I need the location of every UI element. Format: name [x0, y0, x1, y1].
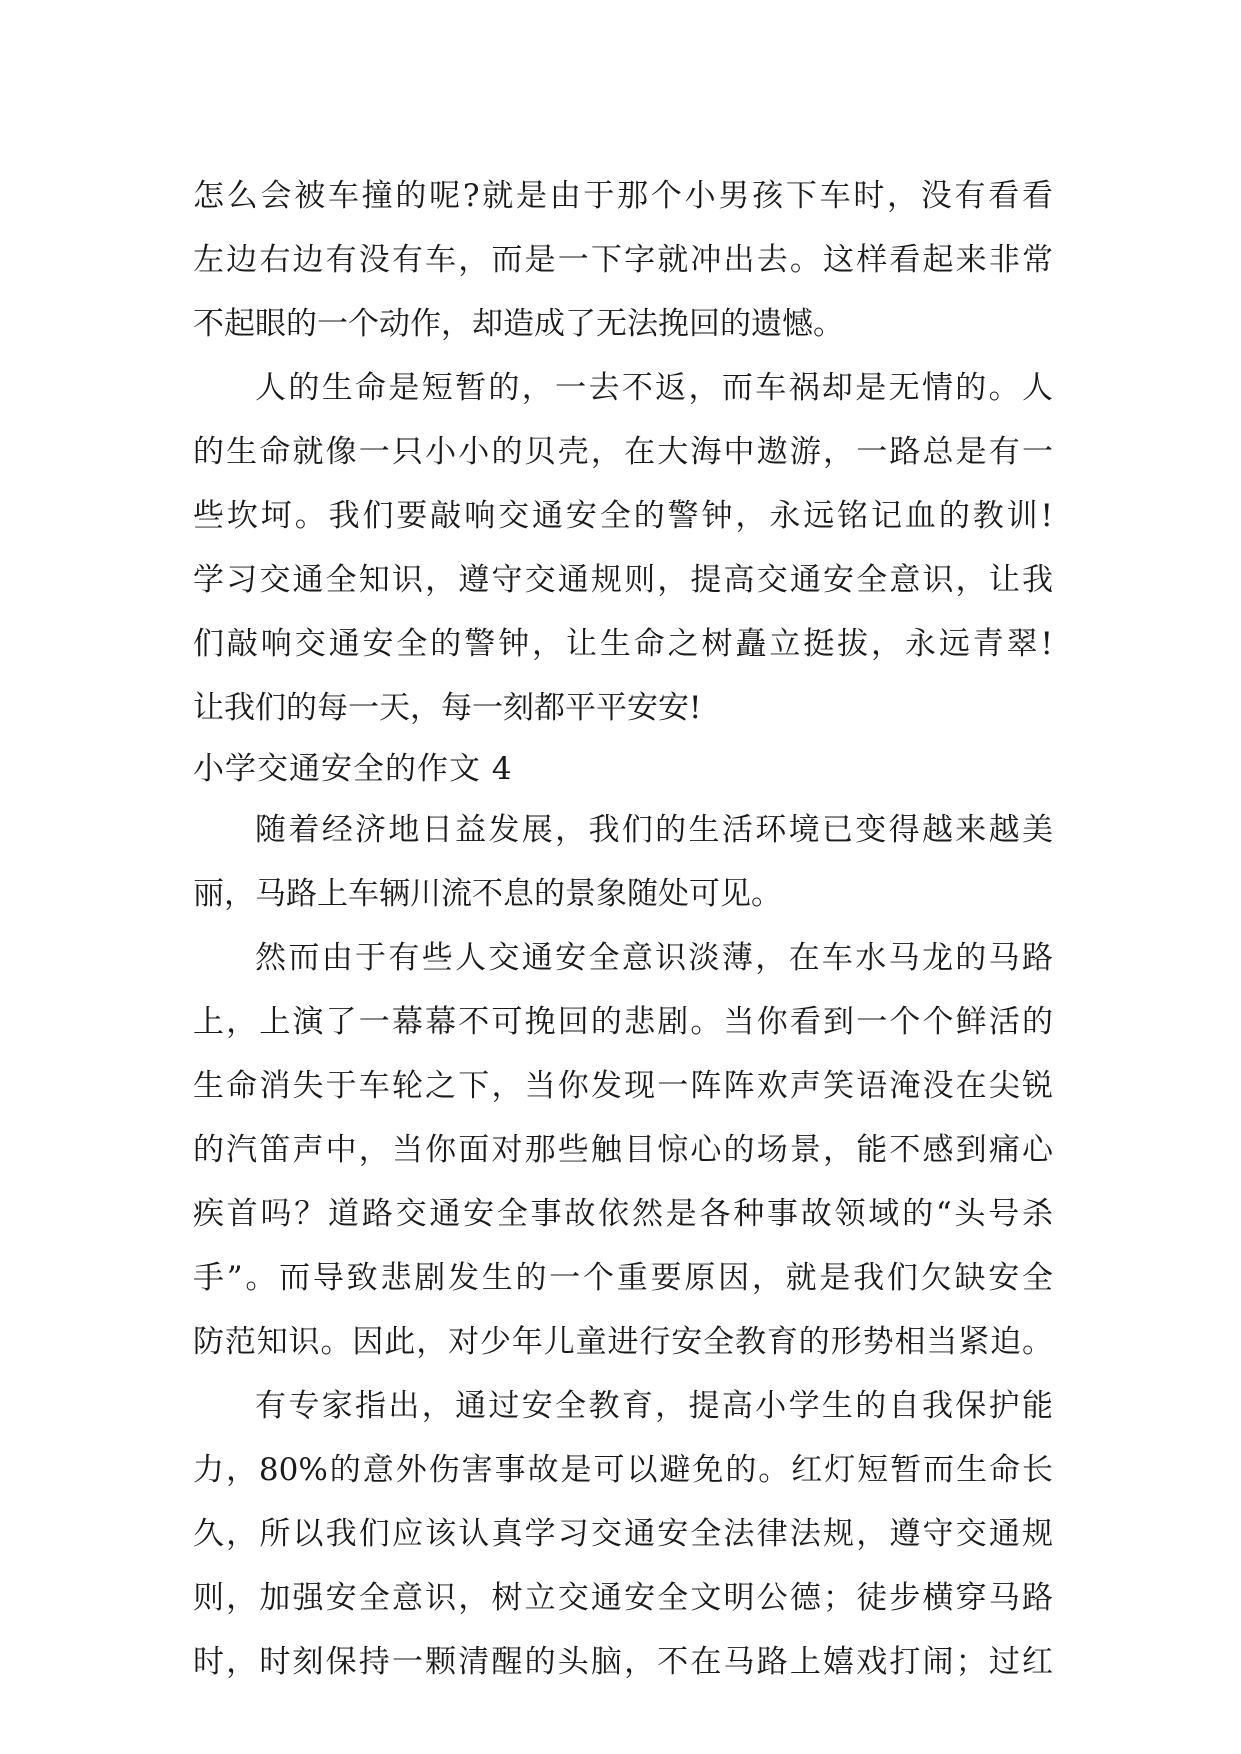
text-line: 则，加强安全意识，树立交通安全文明公德；徒步横穿马路 — [193, 1580, 1053, 1616]
text-line: 久，所以我们应该认真学习交通安全法律法规，遵守交通规 — [193, 1516, 1053, 1552]
text-line: 随着经济地日益发展，我们的生活环境已变得越来越美 — [255, 812, 1053, 848]
text-line: 手”。而导致悲剧发生的一个重要原因，就是我们欠缺安全 — [193, 1260, 1053, 1296]
text-line: 人的生命是短暂的，一去不返，而车祸却是无情的。人 — [255, 370, 1053, 406]
text-line: 的汽笛声中，当你面对那些触目惊心的场景，能不感到痛心 — [193, 1132, 1053, 1168]
document-body — [193, 164, 1053, 1694]
text-line: 防范知识。因此，对少年儿童进行安全教育的形势相当紧迫。 — [193, 1324, 1053, 1360]
text-line: 时，时刻保持一颗清醒的头脑，不在马路上嬉戏打闹；过红 — [193, 1644, 1053, 1680]
text-line: 让我们的每一天，每一刻都平平安安! — [193, 690, 702, 726]
section-heading: 小学交通安全的作文 4 — [193, 751, 513, 787]
text-line: 的生命就像一只小小的贝壳，在大海中遨游，一路总是有一 — [193, 434, 1053, 470]
text-line: 丽，马路上车辆川流不息的景象随处可见。 — [193, 876, 782, 912]
text-line: 有专家指出，通过安全教育，提高小学生的自我保护能 — [255, 1388, 1053, 1424]
text-line: 疾首吗？道路交通安全事故依然是各种事故领域的“头号杀 — [193, 1196, 1053, 1232]
text-line: 上，上演了一幕幕不可挽回的悲剧。当你看到一个个鲜活的 — [193, 1004, 1053, 1040]
text-line: 学习交通全知识，遵守交通规则，提高交通安全意识，让我 — [193, 562, 1053, 598]
text-line: 不起眼的一个动作，却造成了无法挽回的遗憾。 — [193, 306, 844, 342]
text-line: 怎么会被车撞的呢?就是由于那个小男孩下车时，没有看看 — [193, 178, 1053, 214]
text-line: 左边右边有没有车，而是一下字就冲出去。这样看起来非常 — [193, 242, 1053, 278]
text-line: 然而由于有些人交通安全意识淡薄，在车水马龙的马路 — [255, 940, 1053, 976]
text-line: 力，80%的意外伤害事故是可以避免的。红灯短暂而生命长 — [193, 1452, 1053, 1488]
text-line: 们敲响交通安全的警钟，让生命之树矗立挺拔，永远青翠! — [193, 626, 1053, 662]
text-line: 些坎坷。我们要敲响交通安全的警钟，永远铭记血的教训! — [193, 498, 1053, 534]
text-line: 生命消失于车轮之下，当你发现一阵阵欢声笑语淹没在尖锐 — [193, 1068, 1053, 1104]
